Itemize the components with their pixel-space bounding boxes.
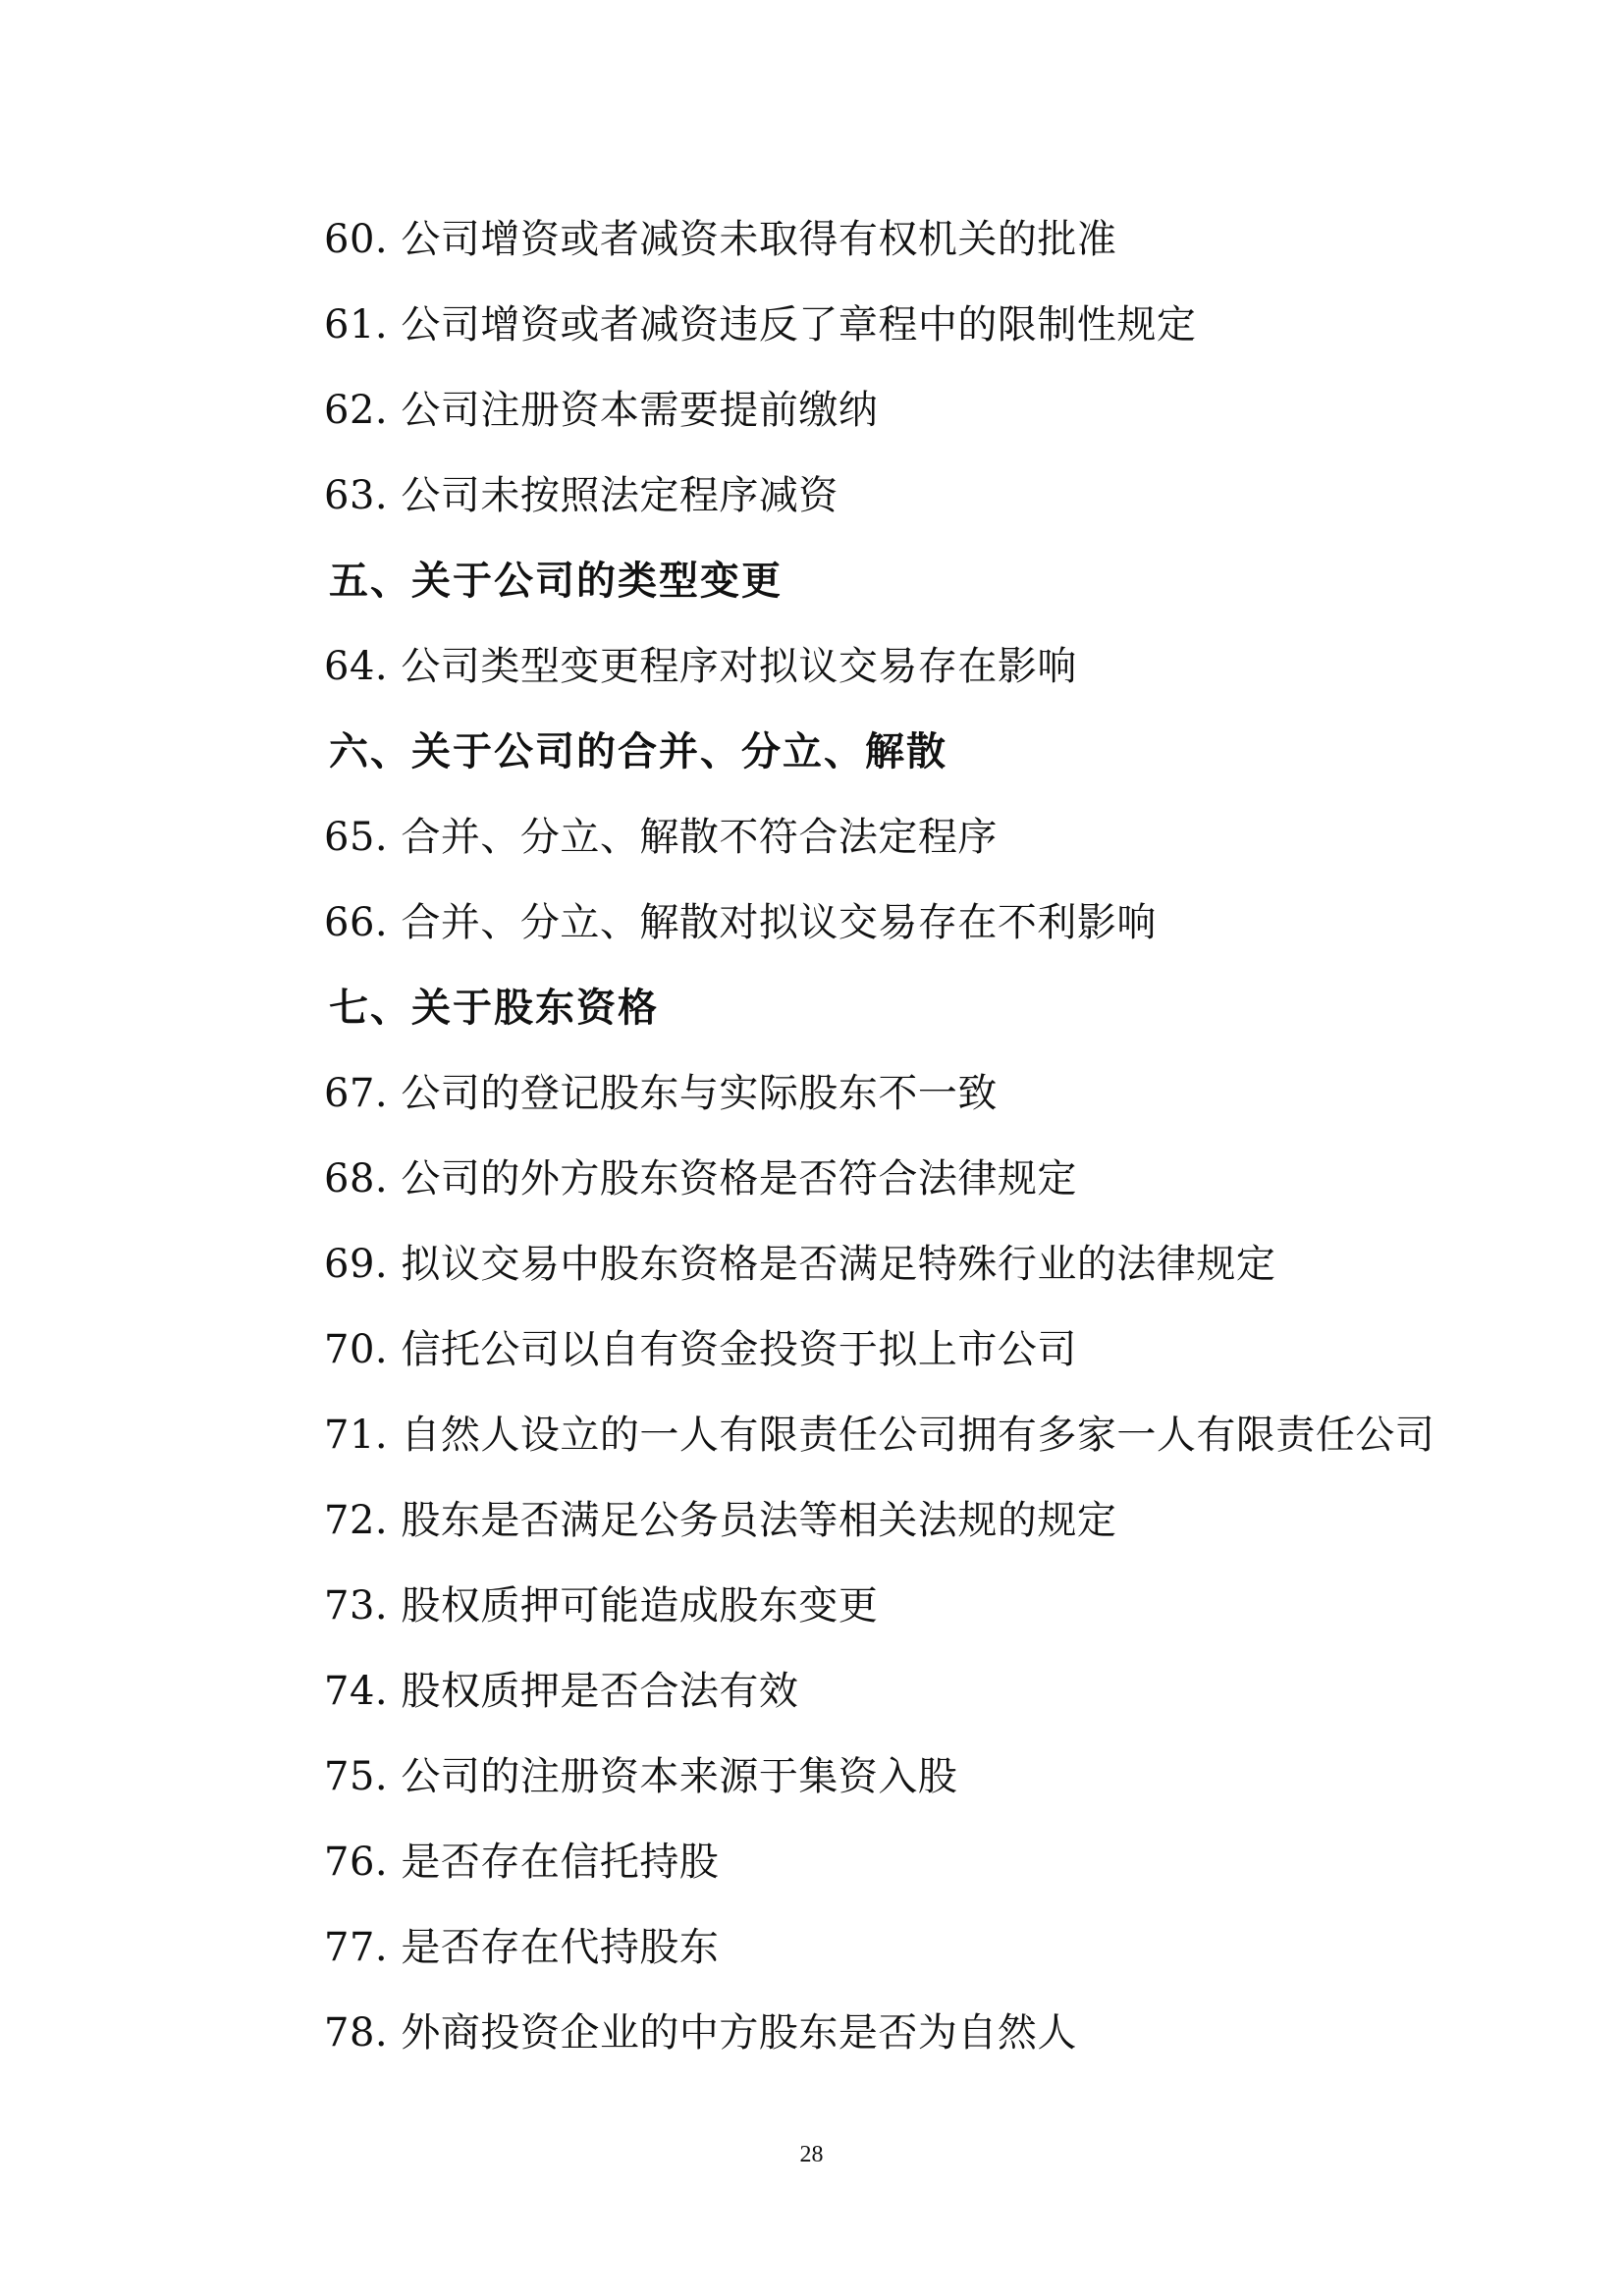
list-item-61: 61. 公司增资或者减资违反了章程中的限制性规定	[324, 302, 1197, 347]
section-heading-6: 六、关于公司的合并、分立、解散	[329, 728, 947, 774]
list-item-73: 73. 股权质押可能造成股东变更	[324, 1583, 879, 1629]
list-item-76: 76. 是否存在信托持股	[324, 1840, 720, 1885]
list-item-78: 78. 外商投资企业的中方股东是否为自然人	[324, 2010, 1077, 2056]
list-item-69: 69. 拟议交易中股东资格是否满足特殊行业的法律规定	[324, 1242, 1276, 1287]
list-item-72: 72. 股东是否满足公务员法等相关法规的规定	[324, 1498, 1117, 1543]
list-item-66: 66. 合并、分立、解散对拟议交易存在不利影响	[324, 900, 1157, 945]
list-item-70: 70. 信托公司以自有资金投资于拟上市公司	[324, 1327, 1077, 1372]
page-number: 28	[799, 2142, 824, 2167]
list-item-77: 77. 是否存在代持股东	[324, 1925, 720, 1970]
list-item-65: 65. 合并、分立、解散不符合法定程序	[324, 815, 998, 860]
list-item-68: 68. 公司的外方股东资格是否符合法律规定	[324, 1156, 1077, 1201]
list-item-74: 74. 股权质押是否合法有效	[324, 1669, 799, 1714]
section-heading-5: 五、关于公司的类型变更	[329, 558, 783, 604]
list-item-62: 62. 公司注册资本需要提前缴纳	[324, 388, 879, 433]
list-item-67: 67. 公司的登记股东与实际股东不一致	[324, 1071, 998, 1116]
list-item-64: 64. 公司类型变更程序对拟议交易存在影响	[324, 644, 1077, 689]
section-heading-7: 七、关于股东资格	[329, 985, 659, 1031]
list-item-60: 60. 公司增资或者减资未取得有权机关的批准	[324, 217, 1117, 262]
list-item-75: 75. 公司的注册资本来源于集资入股	[324, 1754, 958, 1799]
list-item-71: 71. 自然人设立的一人有限责任公司拥有多家一人有限责任公司	[324, 1413, 1435, 1458]
list-item-63: 63. 公司未按照法定程序减资	[324, 473, 839, 518]
